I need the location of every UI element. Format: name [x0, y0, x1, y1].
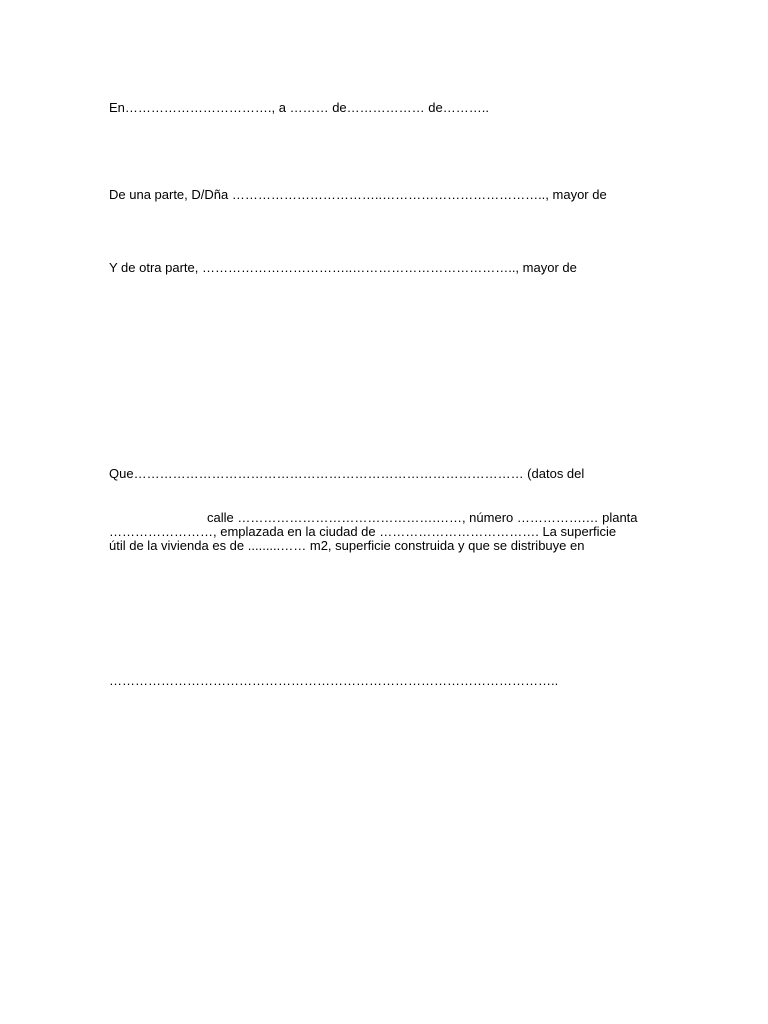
first-party-line: De una parte, D/Dña ……………………………..……………………………….., mayor de — [109, 187, 607, 202]
property-details-paragraph — [109, 511, 654, 553]
property-street-line: calle ……………………………………….……, número …………….… planta — [207, 510, 638, 525]
property-surface-line: útil de la vivienda es de .........…… m2, superficie construida y que se distribuye en — [109, 538, 585, 553]
property-city-line: ……………………, emplazada en la ciudad de ………………………………. La superficie — [109, 524, 617, 539]
place-date-line: En……………………………., a ……… de……………… de……….. — [109, 100, 489, 115]
que-line: Que……………………………………………………………………………… (datos del — [109, 466, 585, 481]
blank-fill-line: ………………………………………………………………………………………….. — [109, 673, 559, 688]
second-party-line: Y de otra parte, ……………………………..……………………………….., mayor de — [109, 260, 577, 275]
